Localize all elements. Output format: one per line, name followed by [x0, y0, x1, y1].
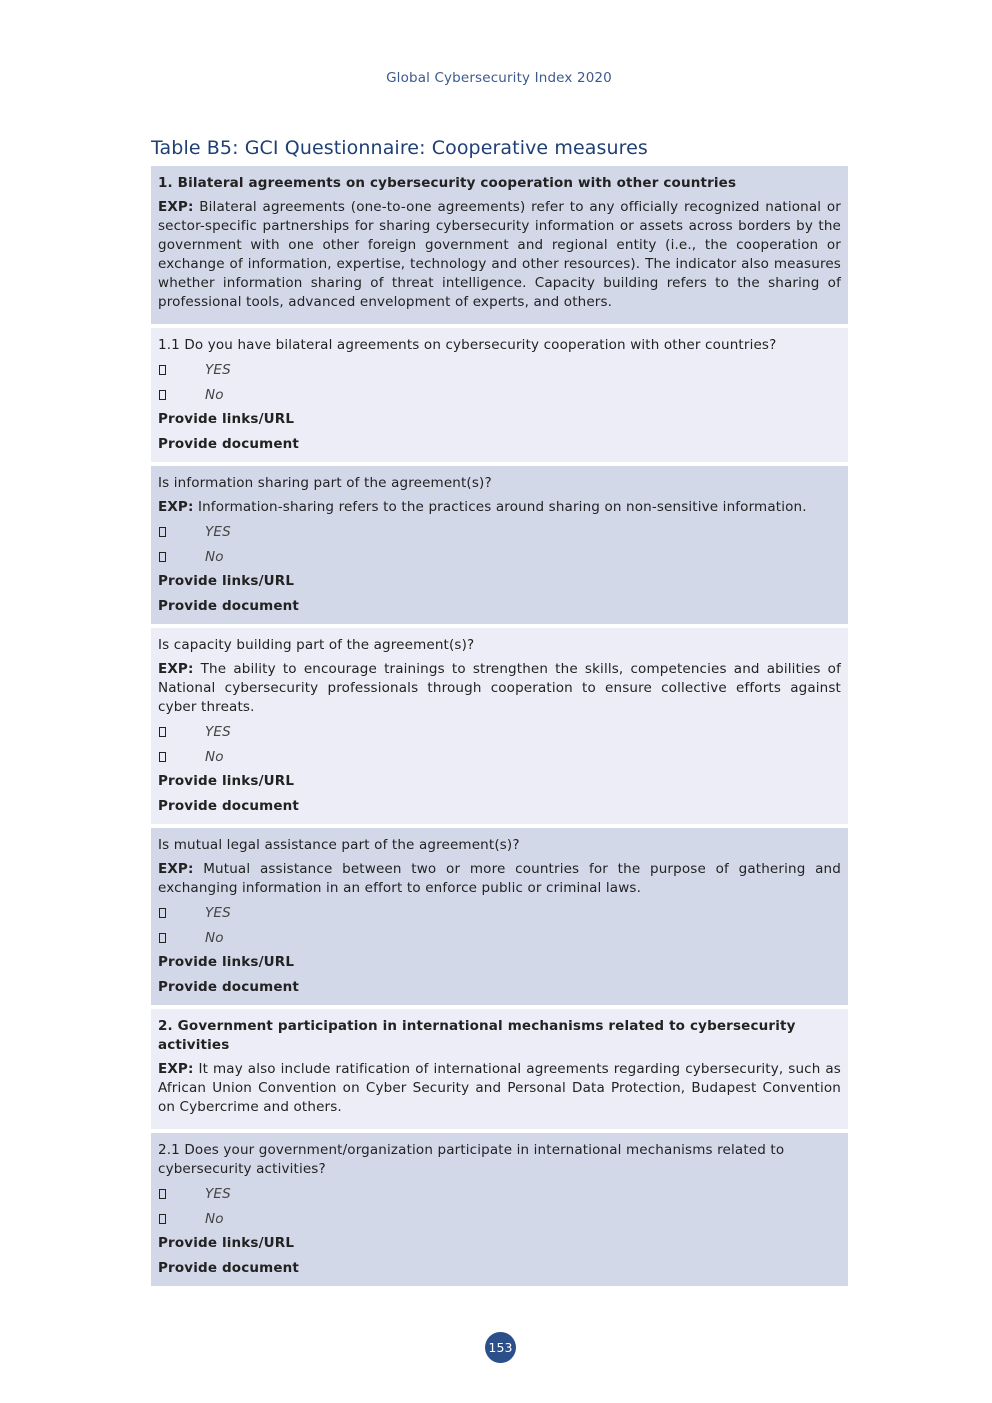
- explanation: [158, 860, 841, 898]
- question-text: Is capacity building part of the agreement(s)?: [158, 637, 475, 653]
- option-label: No: [205, 1210, 224, 1227]
- section-2-header: [151, 1009, 848, 1129]
- checkbox-icon[interactable]: [159, 727, 166, 737]
- explanation: [158, 1060, 841, 1117]
- question-2-1: [151, 1133, 848, 1286]
- provide-links: Provide links/URL: [158, 411, 295, 427]
- exp-label: EXP:: [158, 1061, 194, 1077]
- provide-links: Provide links/URL: [158, 954, 295, 970]
- checkbox-icon[interactable]: [159, 365, 166, 375]
- option-label: YES: [205, 1185, 231, 1202]
- option-label: YES: [205, 723, 231, 740]
- question-information-sharing: [151, 466, 848, 624]
- question-mutual-legal-assistance: [151, 828, 848, 1005]
- exp-label: EXP:: [158, 661, 194, 677]
- explanation: [158, 660, 841, 717]
- option-no[interactable]: [158, 928, 841, 948]
- checkbox-icon[interactable]: [159, 1189, 166, 1199]
- option-no[interactable]: [158, 1209, 841, 1229]
- question-text: 1.1 Do you have bilateral agreements on cybersecurity cooperation with other countries?: [158, 337, 777, 353]
- question-text: 2.1 Does your government/organization participate in international mechanisms related to cybersecurity activities?: [158, 1142, 785, 1177]
- provide-links: Provide links/URL: [158, 1235, 295, 1251]
- question-text: Is mutual legal assistance part of the agreement(s)?: [158, 837, 520, 853]
- provide-document: Provide document: [158, 979, 300, 995]
- option-label: YES: [205, 904, 231, 921]
- provide-links: Provide links/URL: [158, 773, 295, 789]
- section-heading: 1. Bilateral agreements on cybersecurity cooperation with other countries: [158, 175, 737, 191]
- checkbox-icon[interactable]: [159, 390, 166, 400]
- option-yes[interactable]: [158, 903, 841, 923]
- option-yes[interactable]: [158, 522, 841, 542]
- provide-document: Provide document: [158, 598, 300, 614]
- page-number-badge: 153: [485, 1332, 516, 1363]
- option-yes[interactable]: [158, 360, 841, 380]
- provide-document: Provide document: [158, 1260, 300, 1276]
- questionnaire-table: [151, 166, 848, 1290]
- checkbox-icon[interactable]: [159, 527, 166, 537]
- provide-links: Provide links/URL: [158, 573, 295, 589]
- option-label: YES: [205, 361, 231, 378]
- exp-text: The ability to encourage trainings to strengthen the skills, competencies and abilities of National cybersecurity professionals through cooperation to ensure collective efforts against cyber threats.: [158, 661, 841, 715]
- checkbox-icon[interactable]: [159, 933, 166, 943]
- section-1-header: [151, 166, 848, 324]
- option-label: No: [205, 929, 224, 946]
- option-no[interactable]: [158, 385, 841, 405]
- checkbox-icon[interactable]: [159, 552, 166, 562]
- table-title: Table B5: GCI Questionnaire: Cooperative measures: [151, 137, 648, 159]
- exp-text: It may also include ratification of international agreements regarding cybersecurity, such as African Union Convention on Cyber Security and Personal Data Protection, Budapest Convention on Cybercrime and others.: [158, 1061, 841, 1115]
- option-no[interactable]: [158, 547, 841, 567]
- option-yes[interactable]: [158, 722, 841, 742]
- explanation: [158, 198, 841, 312]
- checkbox-icon[interactable]: [159, 908, 166, 918]
- exp-label: EXP:: [158, 861, 194, 877]
- option-yes[interactable]: [158, 1184, 841, 1204]
- checkbox-icon[interactable]: [159, 752, 166, 762]
- section-heading: 2. Government participation in international mechanisms related to cybersecurity activities: [158, 1018, 796, 1053]
- exp-text: Bilateral agreements (one-to-one agreements) refer to any officially recognized national or sector-specific partnerships for sharing cybersecurity information or assets across borders by the government with one other foreign government and regional entity (i.e., the cooperation or exchange of information, expertise, technology and other resources). The indicator also measures whether information sharing of threat intelligence. Capacity building refers to the sharing of professional tools, advanced envelopment of experts, and others.: [158, 199, 841, 310]
- checkbox-icon[interactable]: [159, 1214, 166, 1224]
- running-header: Global Cybersecurity Index 2020: [386, 70, 612, 86]
- exp-label: EXP:: [158, 499, 194, 515]
- option-label: No: [205, 748, 224, 765]
- provide-document: Provide document: [158, 436, 300, 452]
- question-1-1: [151, 328, 848, 462]
- option-label: YES: [205, 523, 231, 540]
- provide-document: Provide document: [158, 798, 300, 814]
- exp-text: Information-sharing refers to the practices around sharing on non-sensitive information.: [193, 499, 807, 515]
- explanation: [158, 498, 841, 517]
- option-label: No: [205, 386, 224, 403]
- question-capacity-building: [151, 628, 848, 824]
- question-text: Is information sharing part of the agreement(s)?: [158, 475, 492, 491]
- option-label: No: [205, 548, 224, 565]
- exp-label: EXP:: [158, 199, 194, 215]
- option-no[interactable]: [158, 747, 841, 767]
- exp-text: Mutual assistance between two or more countries for the purpose of gathering and exchanging information in an effort to enforce public or criminal laws.: [158, 861, 841, 896]
